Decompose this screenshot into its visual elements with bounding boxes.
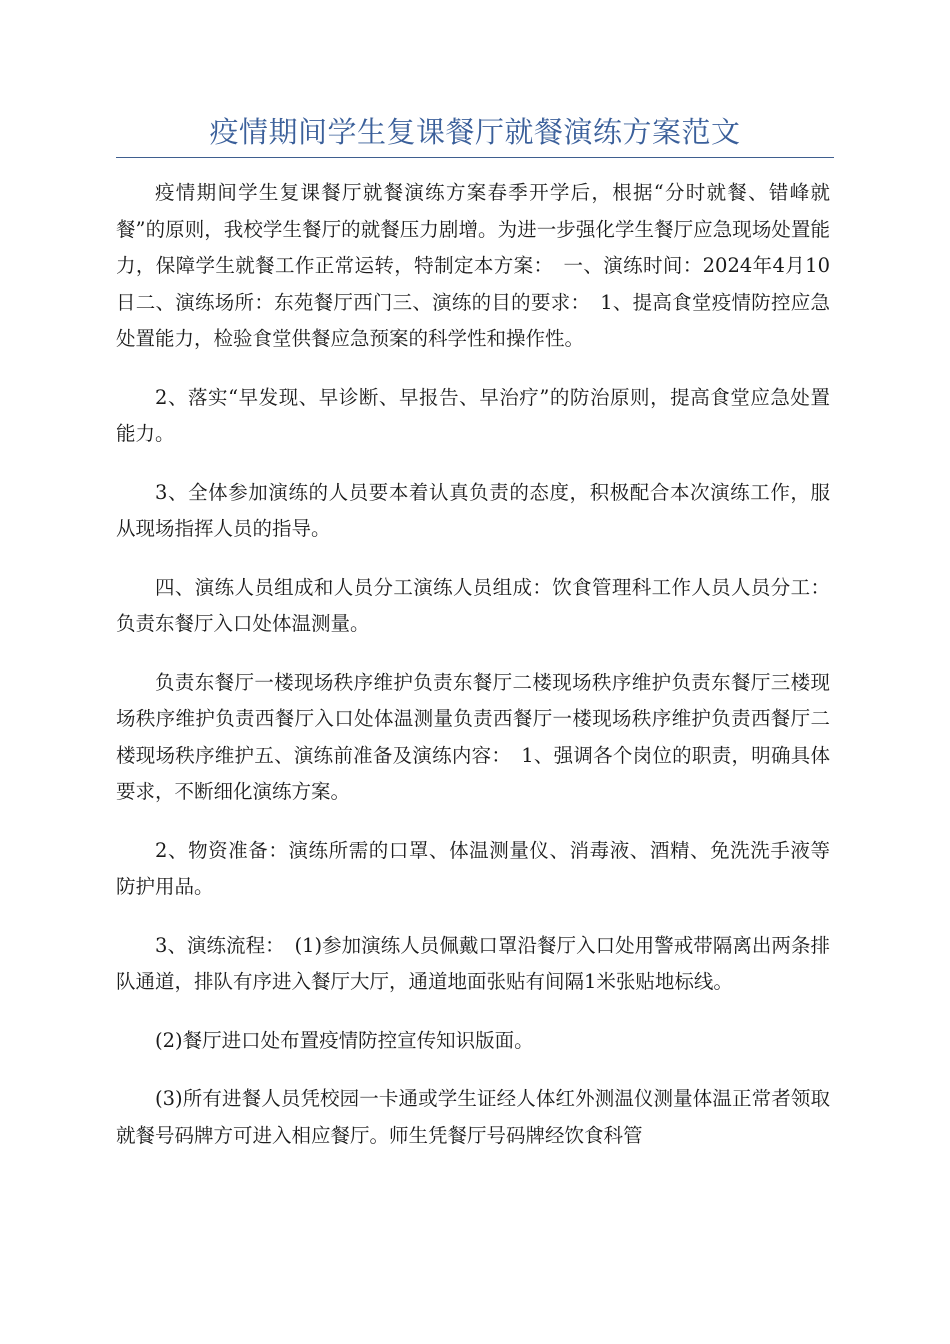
paragraph-5: 负责东餐厅一楼现场秩序维护负责东餐厅二楼现场秩序维护负责东餐厅三楼现场秩序维护负责西餐厅入口处体温测量负责西餐厅一楼现场秩序维护负责西餐厅二楼现场秩序维护五、演练前准备及演练内容： 1、强调各个岗位的职责，明确具体要求，不断细化演练方案。 <box>116 670 830 803</box>
paragraph-8: (2)餐厅进口处布置疫情防控宣传知识版面。 <box>155 1028 534 1052</box>
document-title: 疫情期间学生复课餐厅就餐演练方案范文 <box>209 115 741 149</box>
paragraph-9: (3)所有进餐人员凭校园一卡通或学生证经人体红外测温仪测量体温正常者领取就餐号码牌方可进入相应餐厅。师生凭餐厅号码牌经饮食科管 <box>116 1087 830 1147</box>
title-block <box>116 112 834 158</box>
paragraph-3: 3、全体参加演练的人员要本着认真负责的态度，积极配合本次演练工作，服从现场指挥人员的指导。 <box>116 480 830 540</box>
paragraph-1: 疫情期间学生复课餐厅就餐演练方案春季开学后，根据“分时就餐、错峰就餐”的原则，我校学生餐厅的就餐压力剧增。为进一步强化学生餐厅应急现场处置能力，保障学生就餐工作正常运转，特制定本方案： 一、演练时间：2024年4月10日二、演练场所：东苑餐厅西门三、演练的目的要求： 1、提高食堂疫情防控应急处置能力，检验食堂供餐应急预案的科学性和操作性。 <box>116 181 830 350</box>
paragraph-4: 四、演练人员组成和人员分工演练人员组成：饮食管理科工作人员人员分工：负责东餐厅入口处体温测量。 <box>116 575 830 635</box>
paragraph-2: 2、落实“早发现、早诊断、早报告、早治疗”的防治原则，提高食堂应急处置能力。 <box>116 385 830 445</box>
paragraph-7: 3、演练流程： (1)参加演练人员佩戴口罩沿餐厅入口处用警戒带隔离出两条排队通道，排队有序进入餐厅大厅，通道地面张贴有间隔1米张贴地标线。 <box>116 933 830 993</box>
paragraph-6: 2、物资准备：演练所需的口罩、体温测量仪、消毒液、酒精、免洗洗手液等防护用品。 <box>116 838 830 898</box>
document-body <box>116 175 830 1176</box>
